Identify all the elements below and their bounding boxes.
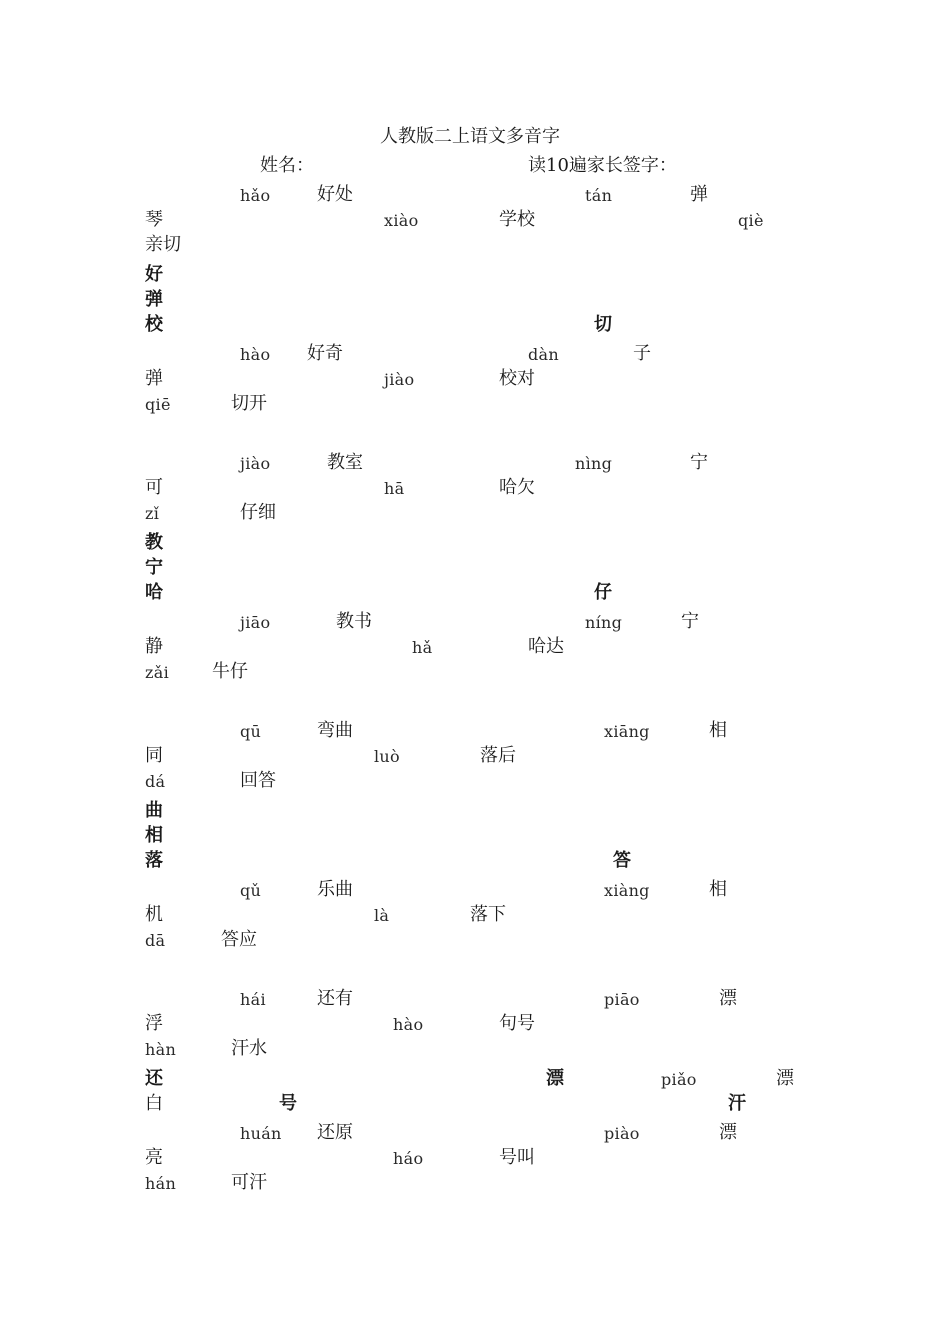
- word: 牛仔: [212, 661, 248, 682]
- word: 汗水: [231, 1038, 267, 1059]
- word: 子: [633, 343, 651, 364]
- word: 浮: [145, 1013, 163, 1034]
- word: 还原: [317, 1122, 353, 1143]
- word: 校对: [499, 368, 535, 389]
- word: 弹: [690, 184, 708, 205]
- word: 宁: [690, 452, 708, 473]
- polyphone-char: 弹: [145, 289, 163, 310]
- polyphone-char: 曲: [145, 800, 163, 821]
- word: 同: [145, 745, 163, 766]
- pinyin: hái: [240, 990, 266, 1009]
- word: 可汗: [231, 1172, 267, 1193]
- pinyin: piǎo: [661, 1070, 697, 1089]
- pinyin: là: [374, 906, 390, 925]
- word: 亲切: [145, 234, 181, 255]
- word: 落下: [470, 904, 506, 925]
- word: 机: [145, 904, 163, 925]
- polyphone-char: 落: [145, 850, 163, 871]
- polyphone-char: 校: [145, 314, 163, 335]
- pinyin: dàn: [528, 345, 559, 364]
- polyphone-char: 答: [613, 850, 631, 871]
- word: 弹: [145, 368, 163, 389]
- word: 句号: [499, 1013, 535, 1034]
- polyphone-char: 相: [145, 825, 163, 846]
- pinyin: xiào: [384, 211, 419, 230]
- document-title: 人教版二上语文多音字: [380, 126, 560, 147]
- pinyin: hào: [393, 1015, 424, 1034]
- word: 学校: [499, 209, 535, 230]
- pinyin: huán: [240, 1124, 282, 1143]
- word: 答应: [221, 929, 257, 950]
- pinyin: qiē: [145, 395, 171, 414]
- polyphone-char: 哈: [145, 582, 163, 603]
- word: 相: [709, 879, 727, 900]
- polyphone-char: 好: [145, 264, 163, 285]
- word: 乐曲: [317, 879, 353, 900]
- polyphone-char: 仔: [594, 582, 612, 603]
- word: 教书: [336, 611, 372, 632]
- pinyin: qū: [240, 722, 262, 741]
- pinyin: tán: [585, 186, 613, 205]
- word: 哈欠: [499, 477, 535, 498]
- pinyin: dá: [145, 772, 166, 791]
- word: 漂: [719, 1122, 737, 1143]
- word: 漂: [719, 988, 737, 1009]
- pinyin: xiāng: [604, 722, 650, 741]
- pinyin: jiào: [240, 454, 271, 473]
- pinyin: piào: [604, 1124, 640, 1143]
- pinyin: dā: [145, 931, 166, 950]
- word: 教室: [327, 452, 363, 473]
- word: 仔细: [240, 502, 276, 523]
- pinyin: jiào: [384, 370, 415, 389]
- pinyin: hán: [145, 1174, 177, 1193]
- pinyin: luò: [374, 747, 400, 766]
- word: 还有: [317, 988, 353, 1009]
- pinyin: níng: [585, 613, 623, 632]
- polyphone-char: 切: [594, 314, 612, 335]
- word: 相: [709, 720, 727, 741]
- polyphone-char: 汗: [728, 1093, 746, 1114]
- pinyin: qǔ: [240, 881, 262, 900]
- pinyin: nìng: [575, 454, 613, 473]
- pinyin: háo: [393, 1149, 424, 1168]
- word: 白: [145, 1093, 163, 1114]
- word: 好处: [317, 184, 353, 205]
- word: 宁: [681, 611, 699, 632]
- polyphone-char: 漂: [546, 1068, 564, 1089]
- word: 琴: [145, 209, 163, 230]
- word: 哈达: [528, 636, 564, 657]
- word: 静: [145, 636, 163, 657]
- polyphone-char: 宁: [145, 557, 163, 578]
- pinyin: piāo: [604, 990, 640, 1009]
- pinyin: hào: [240, 345, 271, 364]
- polyphone-char: 号: [279, 1093, 297, 1114]
- pinyin: jiāo: [240, 613, 271, 632]
- word: 弯曲: [317, 720, 353, 741]
- pinyin: xiàng: [604, 881, 650, 900]
- name-label: 姓名：: [260, 155, 314, 176]
- pinyin: hǎ: [412, 638, 433, 657]
- pinyin: zǎi: [145, 663, 169, 682]
- word: 号叫: [499, 1147, 535, 1168]
- word: 落后: [480, 745, 516, 766]
- pinyin: hǎo: [240, 186, 271, 205]
- word: 可: [145, 477, 163, 498]
- pinyin: qiè: [738, 211, 764, 230]
- pinyin: hā: [384, 479, 405, 498]
- polyphone-char: 还: [145, 1068, 163, 1089]
- word: 好奇: [307, 343, 343, 364]
- word: 切开: [231, 393, 267, 414]
- pinyin: zǐ: [145, 504, 160, 523]
- word: 漂: [776, 1068, 794, 1089]
- polyphone-char: 教: [145, 532, 163, 553]
- word: 回答: [240, 770, 276, 791]
- parent-signature-label: 读10遍家长签字：: [528, 155, 677, 176]
- word: 亮: [145, 1147, 163, 1168]
- pinyin: hàn: [145, 1040, 177, 1059]
